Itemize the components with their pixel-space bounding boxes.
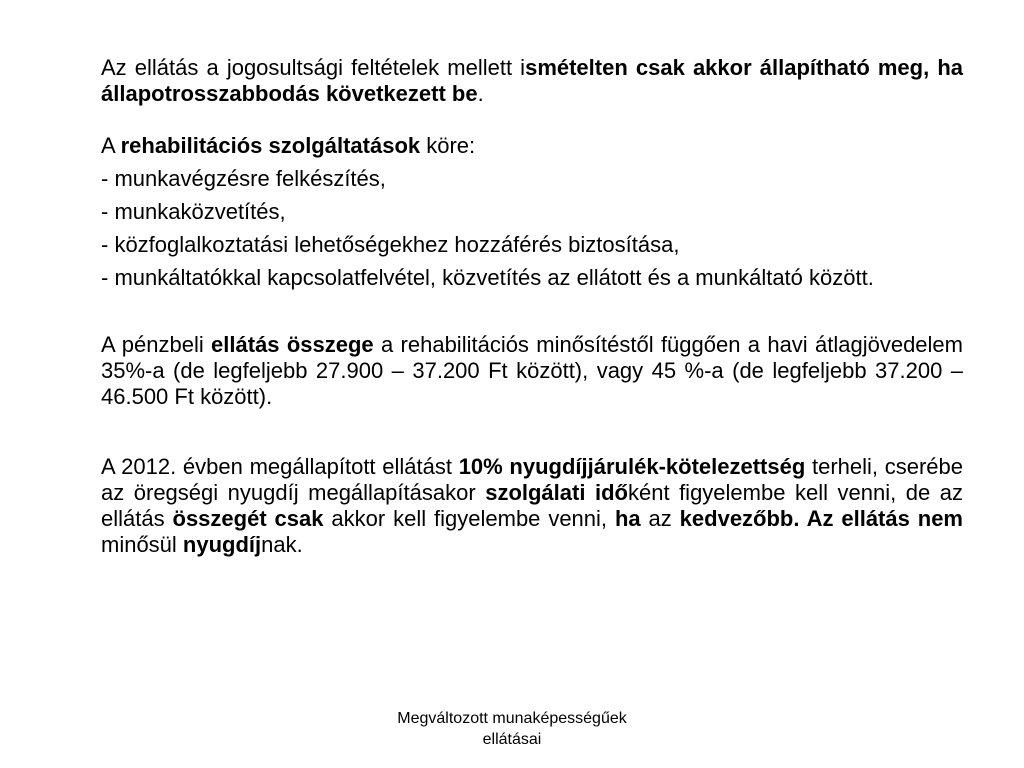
text-run-bold: 10% nyugdíjjárulék-kötelezettség	[458, 454, 806, 479]
slide-body	[101, 55, 963, 558]
paragraph-benefit-amount	[101, 332, 963, 410]
list-item: - munkáltatókkal kapcsolatfelvétel, közvetítés az ellátott és a munkáltató között.	[101, 265, 874, 290]
text-run-bold: ellátás összege	[211, 332, 374, 357]
text-run-bold: ha	[614, 506, 641, 531]
footer-line: Megváltozott munaképességűek	[397, 710, 627, 727]
text-run: A 2012. évben megállapított ellátást	[101, 454, 459, 479]
text-run-bold: összegét csak	[172, 506, 324, 531]
list-item: - munkavégzésre felkészítés,	[101, 166, 386, 191]
text-run: minősül	[101, 532, 183, 557]
text-run: ként figyelembe kell venni, de az ellátás	[101, 480, 963, 531]
paragraph-pension-contribution	[101, 454, 963, 558]
text-run: .	[477, 81, 484, 106]
slide-footer	[330, 708, 694, 750]
text-run-bold: rehabilitációs szolgáltatások	[120, 133, 421, 158]
text-run-bold: nyugdíj	[182, 532, 262, 557]
text-run: A pénzbeli	[101, 332, 212, 357]
text-run: akkor kell figyelembe venni,	[323, 506, 615, 531]
text-run: a rehabilitációs minősítéstől függően a havi átlagjövedelem 35%-a (de legfeljebb 27.900 – 37.200 Ft között), vagy 45 %-a (de legfeljebb 37.200 – 46.500 Ft között).	[101, 332, 963, 409]
text-run: köre:	[420, 133, 476, 158]
text-run: Az ellátás a jogosultsági feltételek mellett i	[101, 55, 526, 80]
footer-line: ellátásai	[482, 731, 542, 748]
text-run-bold: kedvezőbb. Az ellátás nem	[679, 506, 963, 531]
text-run-bold: smételten csak akkor állapítható meg, ha állapotrosszabbodás következett be	[101, 55, 963, 106]
text-run: az	[640, 506, 680, 531]
paragraph-services-title	[101, 133, 963, 159]
list-item: - munkaközvetítés,	[101, 199, 286, 224]
paragraph-reapproval	[101, 55, 963, 107]
text-run: A	[101, 133, 121, 158]
services-list	[101, 166, 963, 291]
text-run: terheli, cserébe az öregségi nyugdíj megállapításakor	[101, 454, 964, 505]
text-run: nak.	[261, 532, 303, 557]
text-run-bold: szolgálati idő	[485, 480, 628, 505]
list-item: - közfoglalkoztatási lehetőségekhez hozzáférés biztosítása,	[101, 232, 680, 257]
